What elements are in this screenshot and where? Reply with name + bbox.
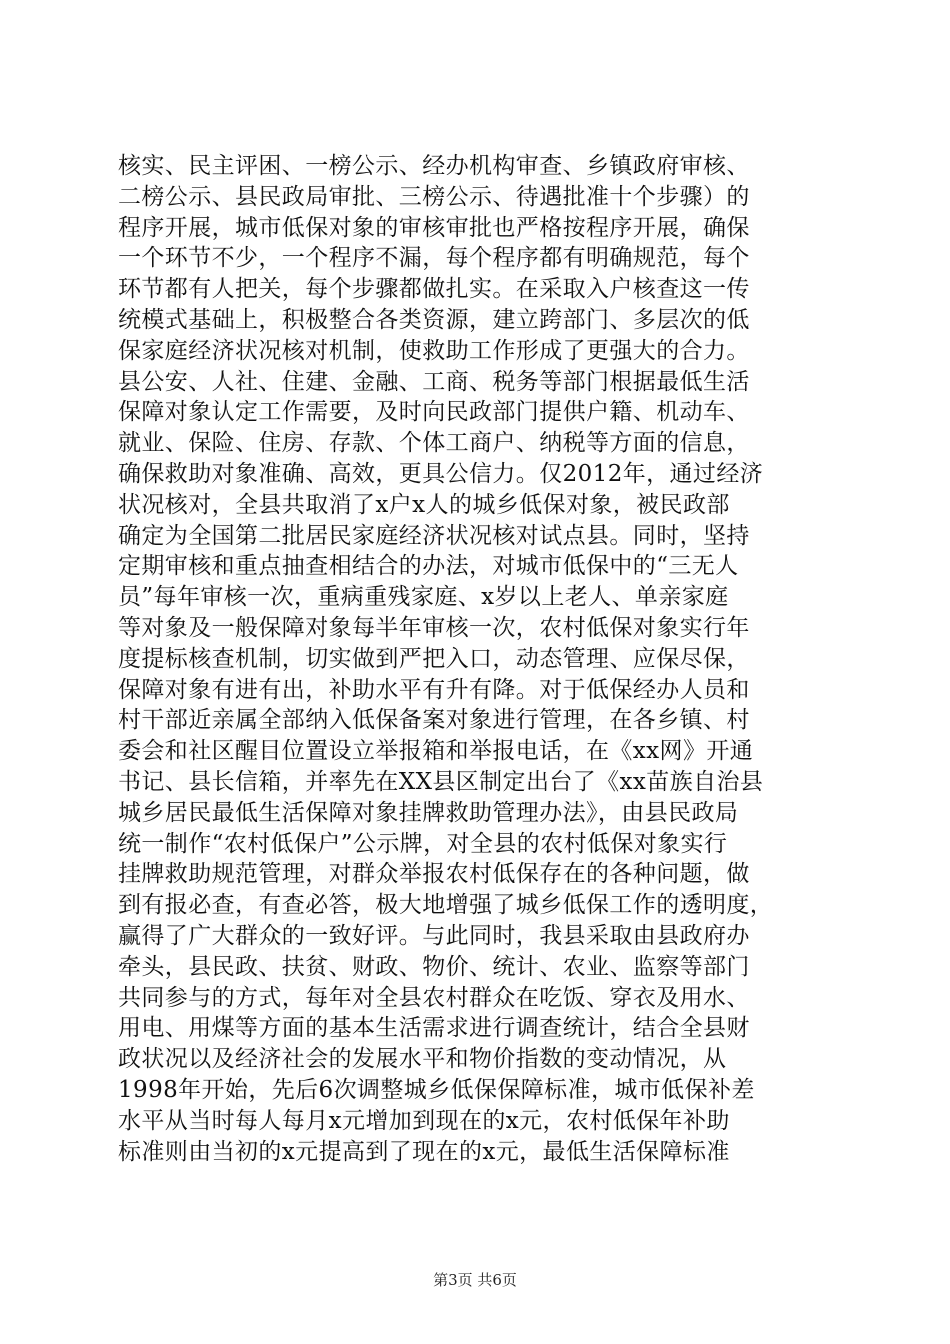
text-line: 定期审核和重点抽查相结合的办法，对城市低保中的“三无人 [118,553,739,580]
text-line: 水平从当时每人每月x元增加到现在的x元，农村低保年补助 [118,1107,730,1134]
text-line: 城乡居民最低生活保障对象挂牌救助管理办法》，由县民政局 [118,799,739,826]
text-line: 县公安、人社、住建、金融、工商、税务等部门根据最低生活 [118,368,750,395]
text-line: 1998年开始，先后6次调整城乡低保保障标准，城市低保补差 [118,1076,755,1103]
body-paragraph [118,151,838,1167]
text-line: 程序开展，城市低保对象的审核审批也严格按程序开展，确保 [118,214,750,241]
text-line: 牵头，县民政、扶贫、财政、物价、统计、农业、监察等部门 [118,953,750,980]
text-line: 政状况以及经济社会的发展水平和物价指数的变动情况，从 [118,1046,727,1073]
text-line: 一个环节不少，一个程序不漏，每个程序都有明确规范，每个 [118,245,750,272]
text-line: 度提标核查机制，切实做到严把入口，动态管理、应保尽保， [118,645,750,672]
text-line: 确定为全国第二批居民家庭经济状况核对试点县。同时，坚持 [118,522,750,549]
text-line: 共同参与的方式，每年对全县农村群众在吃饭、穿衣及用水、 [118,984,750,1011]
text-line: 环节都有人把关，每个步骤都做扎实。在采取入户核查这一传 [118,276,750,303]
text-line: 员”每年审核一次，重病重残家庭、x岁以上老人、单亲家庭 [118,584,729,611]
text-line: 就业、保险、住房、存款、个体工商户、纳税等方面的信息， [118,430,750,457]
text-line: 统一制作“农村低保户”公示牌，对全县的农村低保对象实行 [118,830,728,857]
text-line: 统模式基础上，积极整合各类资源，建立跨部门、多层次的低 [118,306,750,333]
text-line: 委会和社区醒目位置设立举报箱和举报电话，在《xx网》开通 [118,738,754,765]
text-line: 村干部近亲属全部纳入低保备案对象进行管理，在各乡镇、村 [118,707,750,734]
text-line: 保障对象有进有出，补助水平有升有降。对于低保经办人员和 [118,676,750,703]
text-line: 等对象及一般保障对象每半年审核一次，农村低保对象实行年 [118,614,750,641]
page-footer: 第3页 共6页 [433,1271,517,1289]
text-line: 保家庭经济状况核对机制，使救助工作形成了更强大的合力。 [118,337,750,364]
text-line: 书记、县长信箱，并率先在XX县区制定出台了《xx苗族自治县 [118,768,764,795]
text-line: 赢得了广大群众的一致好评。与此同时，我县采取由县政府办 [118,922,750,949]
text-line: 核实、民主评困、一榜公示、经办机构审查、乡镇政府审核、 [118,153,750,179]
text-line: 标准则由当初的x元提高到了现在的x元，最低生活保障标准 [118,1138,730,1165]
text-line: 状况核对，全县共取消了x户x人的城乡低保对象，被民政部 [118,491,730,518]
text-line: 二榜公示、县民政局审批、三榜公示、待遇批准十个步骤）的 [118,183,750,210]
text-line: 用电、用煤等方面的基本生活需求进行调查统计，结合全县财 [118,1015,750,1042]
text-line: 保障对象认定工作需要，及时向民政部门提供户籍、机动车、 [118,399,750,426]
text-line: 到有报必查，有查必答，极大地增强了城乡低保工作的透明度， [118,892,774,919]
text-line: 挂牌救助规范管理，对群众举报农村低保存在的各种问题，做 [118,861,750,888]
text-line: 确保救助对象准确、高效，更具公信力。仅2012年，通过经济 [118,460,764,487]
